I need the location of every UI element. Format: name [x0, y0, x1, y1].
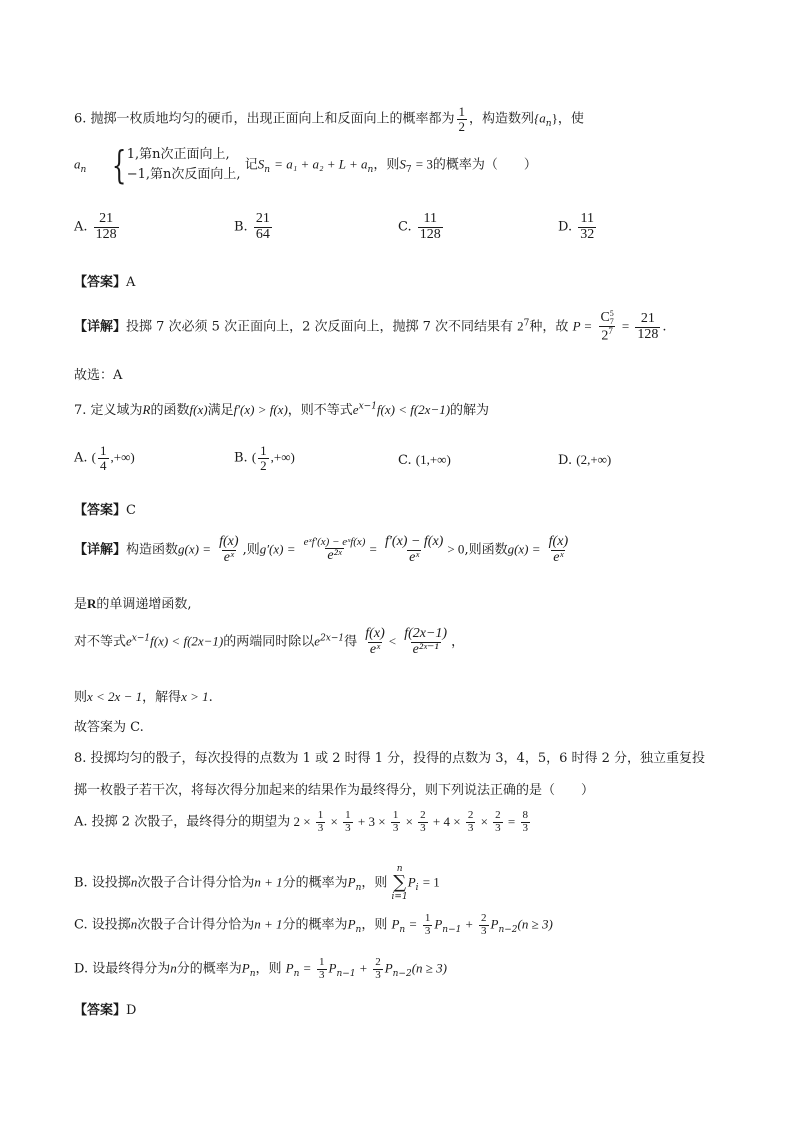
q7-answer: 【答案】C: [74, 503, 136, 518]
expr-fraction: $\frac{2}{3}$: [495, 809, 501, 834]
q7-detail-line4: 则x < 2x − 1，解得x > 1.: [74, 689, 213, 705]
q6-option-c: C. $\frac{11}{128}$: [398, 211, 441, 242]
q6-option-d: D. $\frac{11}{32}$: [558, 211, 595, 242]
q7-option-a: A. ( $\frac{1}{4}$ ,+∞): [74, 443, 135, 473]
q7-detail-line2: 是R的单调递增函数,: [74, 596, 192, 612]
q8-option-c: C. 设投掷n次骰子合计得分恰为n + 1分的概率为$P_n$，则 $P_n$ = $\frac{1}{3}$ $P_{n-1}$ + $\frac{2}{3}$ $P_{n-2}(n \ge 3)$: [74, 912, 553, 937]
q7-detail-line1: 【详解】构造函数g(x) = $\frac{f(x)}{\text{eˣ}}$ ,则g′(x) = $\frac{\text{eˣf′(x) − eˣf(x)}}{\text{e²ˣ}}$ = $\frac{f'(x) - f(x)}{\text{eˣ}}$ > 0,则函数g(x) = $\frac{f(x)}{\text{eˣ}}$: [74, 534, 569, 565]
q6-sequence-def: $a_n$ { 1,第n次正面向上, −1,第n次反面向上, 记$S_n = a_1 + a_2 + L + a_n$，则$S_7 = 3$的概率为（ ）: [74, 143, 537, 187]
q6-detail: 【详解】投掷 7 次必须 5 次正面向上，2 次反面向上，抛掷 7 次不同结果有 $2^7$种，故 P = C 5 7 $2^7$ = $\frac{21}{128}$ .: [74, 309, 667, 344]
expr-token: + 3 ×: [354, 813, 389, 829]
q7-detail-line5: 故答案为 C.: [74, 720, 144, 735]
q8-stem-line2: 掷一枚骰子若干次，将每次得分加起来的结果作为最终得分，则下列说法正确的是（ ）: [74, 783, 595, 798]
q6-answer: 【答案】A: [74, 275, 136, 290]
q8-option-d: D. 设最终得分为n分的概率为$P_n$，则 $P_n$ = $\frac{1}{3}$ $P_{n-1}$ + $\frac{2}{3}$ $P_{n-2}(n \ge 3)$: [74, 956, 448, 981]
q7-option-c: C. (1,+∞): [398, 452, 451, 468]
expr-fraction: $\frac{2}{3}$: [420, 809, 426, 834]
expr-token: ×: [327, 813, 342, 829]
expr-fraction: $\frac{1}{3}$: [345, 809, 351, 834]
expr-token: + 4 ×: [429, 813, 464, 829]
expr-fraction: $\frac{8}{3}$: [522, 809, 529, 834]
q7-stem: 7. 定义域为R的函数f(x)满足f′(x) > f(x)，则不等式$e^{x-1}f(x) < f(2x-1)$的解为: [74, 401, 490, 418]
q6-option-b: B. $\frac{21}{64}$: [234, 211, 270, 242]
expr-token: ×: [402, 813, 417, 829]
q6-stem: 6. 抛掷一枚质地均匀的硬币，出现正面向上和反面向上的概率都为 $\frac{1}{2}$ ，构造数列$\{a_n\}$，使: [74, 104, 584, 134]
q6-detail-fraction: C 5 7 $2^7$: [600, 309, 614, 344]
q8-option-a: A. 投掷 2 次骰子，最终得分的期望为 2 × $\frac{1}{3}$ × $\frac{1}{3}$ + 3 × $\frac{1}{3}$ × $\frac{2}{3}$ + 4 × $\frac{2}{3}$ × $\frac{2}{3}$ = $\frac{8}{3}$: [74, 810, 532, 834]
q7-option-d: D. (2,+∞): [558, 452, 612, 468]
summation-icon: n ∑ i=1: [391, 864, 408, 902]
q7-option-b: B. ( $\frac{1}{2}$ ,+∞): [234, 443, 295, 473]
left-brace-icon: {: [111, 143, 126, 187]
q6-option-a: A. $\frac{21}{128}$: [74, 211, 117, 242]
expr-fraction: $\frac{1}{3}$: [392, 809, 399, 834]
q8-answer: 【答案】D: [74, 1003, 137, 1018]
q7-detail-line3: 对不等式$e^{x-1}f(x) < f(2x-1)$的两端同时除以$e^{2x-1}$得 $\frac{f(x)}{\text{eˣ}}$ < $\frac{f(2x-1)}{\text{e²ˣ⁻¹}}$ ，: [74, 626, 465, 657]
q8-stem-line1: 8. 投掷均匀的骰子，每次投得的点数为 1 或 2 时得 1 分，投得的点数为 3，4，5，6 时得 2 分，独立重复投: [74, 751, 706, 766]
q8-option-b: B. 设投掷n次骰子合计得分恰为n + 1分的概率为$P_n$，则 n ∑ i=1 $P_i = 1$: [74, 864, 440, 902]
q6-prob-fraction: $\frac{1}{2}$: [458, 104, 466, 134]
q6-cases: 1,第n次正面向上, −1,第n次反面向上,: [126, 147, 241, 182]
expr-fraction: $\frac{2}{3}$: [467, 809, 474, 834]
expr-fraction: $\frac{1}{3}$: [317, 809, 324, 834]
q6-choose: 故选：A: [74, 368, 123, 383]
expr-token: 2 ×: [290, 813, 314, 829]
expr-token: ×: [477, 813, 492, 829]
expr-token: =: [504, 813, 519, 829]
